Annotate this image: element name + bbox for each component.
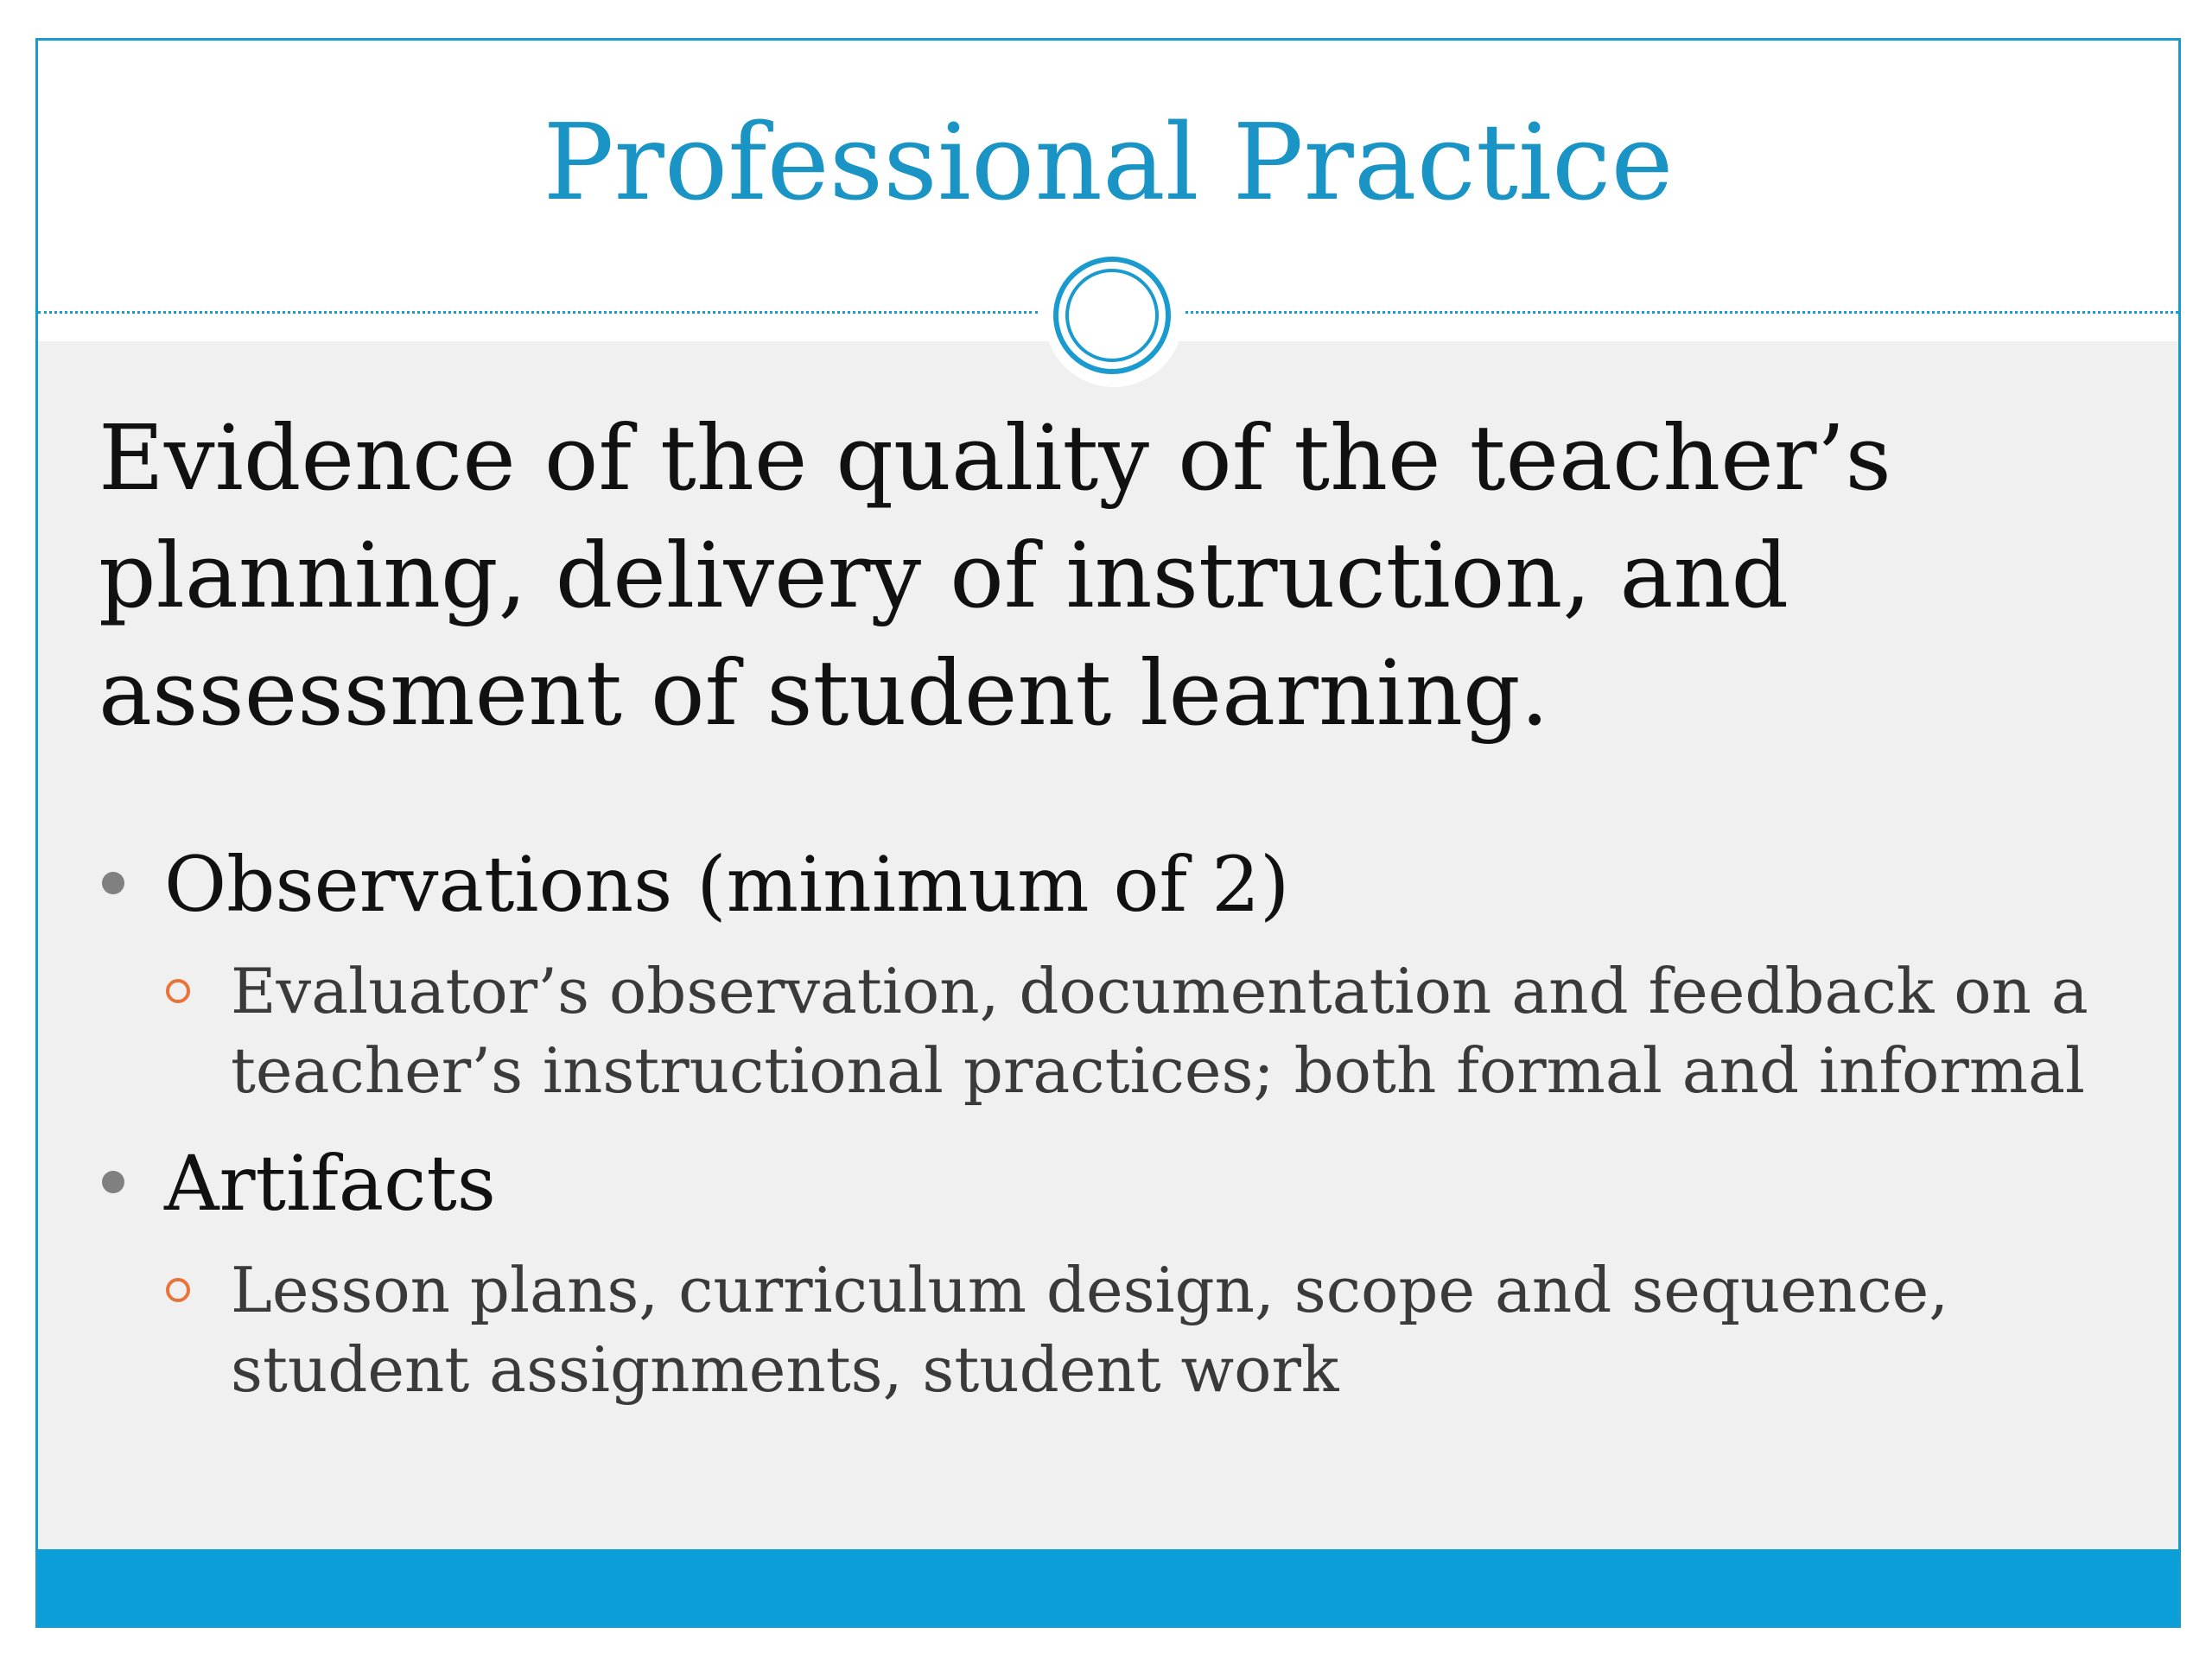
filled-dot-icon: [102, 872, 124, 894]
bullet-label: Artifacts: [164, 1139, 496, 1228]
hollow-circle-icon: [166, 979, 190, 1003]
footer-bar: [38, 1549, 2178, 1625]
slide: [35, 38, 2181, 1628]
title-divider-right: [1185, 311, 2178, 314]
double-ring-icon: [1053, 257, 1171, 374]
hollow-circle-icon: [166, 1278, 190, 1302]
bullet-label: Observations (minimum of 2): [164, 840, 1290, 929]
sub-bullet-text: Evaluator’s observation, documentation and feedback on a teacher’s instructional practices; both formal and informal: [231, 955, 2088, 1107]
filled-dot-icon: [102, 1171, 124, 1193]
slide-title: Professional Practice: [543, 101, 1674, 224]
sub-bullet-text: Lesson plans, curriculum design, scope and sequence, student assignments, student work: [231, 1254, 1949, 1406]
definition-text: Evidence of the quality of the teacher’s planning, delivery of instruction, and assessment of student learning.: [99, 405, 1891, 746]
title-divider-left: [38, 311, 1038, 314]
